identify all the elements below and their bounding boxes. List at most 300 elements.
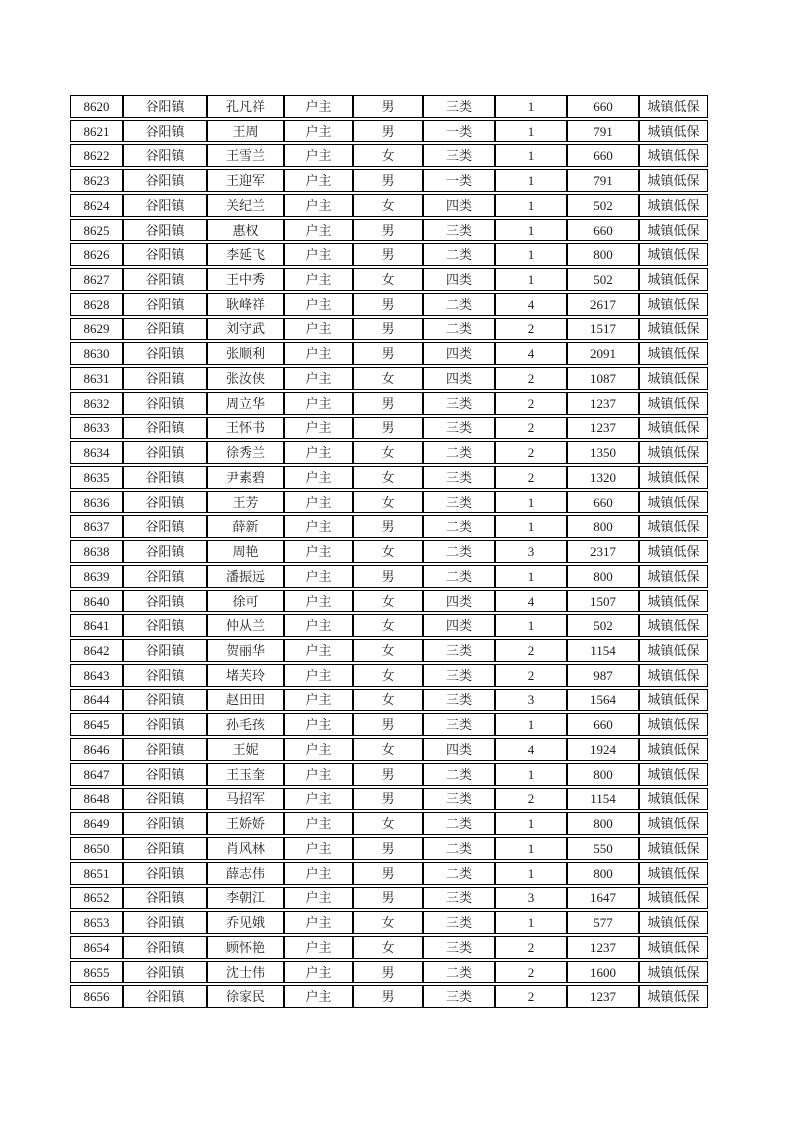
cell-category: 三类 xyxy=(423,491,495,514)
cell-name: 刘守武 xyxy=(207,318,284,341)
cell-relation: 户主 xyxy=(284,961,353,984)
cell-person-count: 1 xyxy=(495,837,567,860)
cell-record-id: 8623 xyxy=(70,169,123,192)
cell-category: 二类 xyxy=(423,293,495,316)
cell-gender: 女 xyxy=(353,441,423,464)
table-row xyxy=(70,689,708,712)
cell-relation: 户主 xyxy=(284,342,353,365)
cell-amount: 2617 xyxy=(567,293,639,316)
cell-gender: 女 xyxy=(353,936,423,959)
cell-benefit-type: 城镇低保 xyxy=(639,318,708,341)
cell-amount: 660 xyxy=(567,491,639,514)
cell-record-id: 8637 xyxy=(70,515,123,538)
cell-person-count: 1 xyxy=(495,95,567,118)
cell-category: 二类 xyxy=(423,837,495,860)
cell-gender: 女 xyxy=(353,144,423,167)
cell-name: 李延飞 xyxy=(207,243,284,266)
cell-person-count: 2 xyxy=(495,936,567,959)
cell-amount: 1350 xyxy=(567,441,639,464)
cell-relation: 户主 xyxy=(284,293,353,316)
cell-relation: 户主 xyxy=(284,268,353,291)
cell-amount: 800 xyxy=(567,243,639,266)
cell-benefit-type: 城镇低保 xyxy=(639,961,708,984)
cell-name: 赵田田 xyxy=(207,689,284,712)
cell-person-count: 1 xyxy=(495,120,567,143)
cell-person-count: 1 xyxy=(495,713,567,736)
benefits-table xyxy=(70,95,708,1008)
cell-person-count: 2 xyxy=(495,318,567,341)
cell-record-id: 8621 xyxy=(70,120,123,143)
cell-benefit-type: 城镇低保 xyxy=(639,713,708,736)
cell-relation: 户主 xyxy=(284,590,353,613)
cell-person-count: 1 xyxy=(495,243,567,266)
cell-benefit-type: 城镇低保 xyxy=(639,936,708,959)
cell-person-count: 2 xyxy=(495,367,567,390)
cell-town: 谷阳镇 xyxy=(123,713,207,736)
cell-gender: 女 xyxy=(353,540,423,563)
cell-relation: 户主 xyxy=(284,565,353,588)
cell-name: 徐家民 xyxy=(207,985,284,1008)
cell-relation: 户主 xyxy=(284,194,353,217)
cell-record-id: 8647 xyxy=(70,763,123,786)
cell-person-count: 1 xyxy=(495,812,567,835)
cell-person-count: 1 xyxy=(495,763,567,786)
cell-record-id: 8636 xyxy=(70,491,123,514)
cell-category: 四类 xyxy=(423,738,495,761)
cell-relation: 户主 xyxy=(284,491,353,514)
cell-benefit-type: 城镇低保 xyxy=(639,491,708,514)
table-row xyxy=(70,219,708,242)
cell-record-id: 8632 xyxy=(70,392,123,415)
cell-amount: 1154 xyxy=(567,639,639,662)
cell-amount: 502 xyxy=(567,614,639,637)
table-row xyxy=(70,120,708,143)
cell-gender: 男 xyxy=(353,985,423,1008)
cell-relation: 户主 xyxy=(284,837,353,860)
table-row xyxy=(70,664,708,687)
cell-name: 李朝江 xyxy=(207,887,284,910)
cell-amount: 1087 xyxy=(567,367,639,390)
cell-name: 王娇娇 xyxy=(207,812,284,835)
cell-amount: 800 xyxy=(567,763,639,786)
table-row xyxy=(70,144,708,167)
cell-town: 谷阳镇 xyxy=(123,639,207,662)
cell-town: 谷阳镇 xyxy=(123,887,207,910)
cell-town: 谷阳镇 xyxy=(123,491,207,514)
cell-amount: 1237 xyxy=(567,392,639,415)
cell-gender: 男 xyxy=(353,713,423,736)
cell-gender: 男 xyxy=(353,515,423,538)
cell-town: 谷阳镇 xyxy=(123,268,207,291)
cell-person-count: 1 xyxy=(495,911,567,934)
cell-benefit-type: 城镇低保 xyxy=(639,689,708,712)
cell-amount: 660 xyxy=(567,144,639,167)
cell-amount: 502 xyxy=(567,268,639,291)
cell-relation: 户主 xyxy=(284,144,353,167)
cell-name: 张汝侠 xyxy=(207,367,284,390)
cell-name: 薛志伟 xyxy=(207,862,284,885)
cell-gender: 女 xyxy=(353,639,423,662)
cell-category: 三类 xyxy=(423,95,495,118)
cell-record-id: 8628 xyxy=(70,293,123,316)
cell-record-id: 8642 xyxy=(70,639,123,662)
cell-gender: 男 xyxy=(353,788,423,811)
cell-record-id: 8627 xyxy=(70,268,123,291)
table-row xyxy=(70,936,708,959)
cell-name: 薛新 xyxy=(207,515,284,538)
cell-relation: 户主 xyxy=(284,540,353,563)
cell-person-count: 2 xyxy=(495,664,567,687)
cell-name: 孙毛孩 xyxy=(207,713,284,736)
cell-benefit-type: 城镇低保 xyxy=(639,120,708,143)
cell-category: 三类 xyxy=(423,713,495,736)
cell-person-count: 1 xyxy=(495,169,567,192)
cell-town: 谷阳镇 xyxy=(123,243,207,266)
cell-name: 王中秀 xyxy=(207,268,284,291)
cell-gender: 男 xyxy=(353,219,423,242)
cell-relation: 户主 xyxy=(284,862,353,885)
table-row xyxy=(70,837,708,860)
cell-amount: 1647 xyxy=(567,887,639,910)
cell-benefit-type: 城镇低保 xyxy=(639,515,708,538)
cell-name: 张顺利 xyxy=(207,342,284,365)
cell-name: 王怀书 xyxy=(207,417,284,440)
cell-benefit-type: 城镇低保 xyxy=(639,788,708,811)
cell-relation: 户主 xyxy=(284,738,353,761)
table-row xyxy=(70,961,708,984)
cell-town: 谷阳镇 xyxy=(123,664,207,687)
cell-category: 三类 xyxy=(423,689,495,712)
cell-category: 四类 xyxy=(423,614,495,637)
cell-category: 三类 xyxy=(423,788,495,811)
cell-category: 四类 xyxy=(423,590,495,613)
cell-person-count: 3 xyxy=(495,689,567,712)
cell-town: 谷阳镇 xyxy=(123,540,207,563)
table-row xyxy=(70,639,708,662)
cell-record-id: 8655 xyxy=(70,961,123,984)
cell-relation: 户主 xyxy=(284,243,353,266)
cell-amount: 1600 xyxy=(567,961,639,984)
table-row xyxy=(70,318,708,341)
cell-category: 二类 xyxy=(423,318,495,341)
cell-relation: 户主 xyxy=(284,639,353,662)
cell-gender: 男 xyxy=(353,961,423,984)
cell-benefit-type: 城镇低保 xyxy=(639,219,708,242)
cell-gender: 男 xyxy=(353,243,423,266)
cell-amount: 2091 xyxy=(567,342,639,365)
cell-town: 谷阳镇 xyxy=(123,590,207,613)
cell-amount: 791 xyxy=(567,169,639,192)
cell-benefit-type: 城镇低保 xyxy=(639,169,708,192)
cell-gender: 男 xyxy=(353,169,423,192)
cell-gender: 男 xyxy=(353,392,423,415)
cell-benefit-type: 城镇低保 xyxy=(639,862,708,885)
cell-gender: 女 xyxy=(353,367,423,390)
cell-person-count: 2 xyxy=(495,961,567,984)
cell-record-id: 8622 xyxy=(70,144,123,167)
cell-record-id: 8638 xyxy=(70,540,123,563)
cell-person-count: 2 xyxy=(495,985,567,1008)
cell-town: 谷阳镇 xyxy=(123,911,207,934)
cell-person-count: 1 xyxy=(495,268,567,291)
table-row xyxy=(70,268,708,291)
cell-person-count: 2 xyxy=(495,441,567,464)
cell-category: 三类 xyxy=(423,144,495,167)
cell-gender: 女 xyxy=(353,491,423,514)
cell-name: 周立华 xyxy=(207,392,284,415)
cell-benefit-type: 城镇低保 xyxy=(639,639,708,662)
cell-gender: 女 xyxy=(353,194,423,217)
cell-town: 谷阳镇 xyxy=(123,466,207,489)
cell-record-id: 8654 xyxy=(70,936,123,959)
cell-category: 三类 xyxy=(423,911,495,934)
cell-relation: 户主 xyxy=(284,763,353,786)
cell-relation: 户主 xyxy=(284,466,353,489)
table-row xyxy=(70,887,708,910)
cell-amount: 1507 xyxy=(567,590,639,613)
table-row xyxy=(70,590,708,613)
cell-name: 徐可 xyxy=(207,590,284,613)
cell-benefit-type: 城镇低保 xyxy=(639,540,708,563)
table-row xyxy=(70,293,708,316)
cell-category: 二类 xyxy=(423,862,495,885)
cell-person-count: 1 xyxy=(495,614,567,637)
cell-name: 堵芙玲 xyxy=(207,664,284,687)
table-row xyxy=(70,862,708,885)
table-row xyxy=(70,367,708,390)
cell-town: 谷阳镇 xyxy=(123,441,207,464)
table-row xyxy=(70,194,708,217)
cell-gender: 男 xyxy=(353,342,423,365)
cell-gender: 女 xyxy=(353,664,423,687)
cell-benefit-type: 城镇低保 xyxy=(639,342,708,365)
cell-amount: 550 xyxy=(567,837,639,860)
cell-record-id: 8620 xyxy=(70,95,123,118)
cell-category: 二类 xyxy=(423,763,495,786)
cell-town: 谷阳镇 xyxy=(123,219,207,242)
cell-name: 王雪兰 xyxy=(207,144,284,167)
cell-benefit-type: 城镇低保 xyxy=(639,763,708,786)
table-row xyxy=(70,713,708,736)
cell-amount: 1237 xyxy=(567,985,639,1008)
cell-person-count: 4 xyxy=(495,738,567,761)
cell-amount: 791 xyxy=(567,120,639,143)
cell-benefit-type: 城镇低保 xyxy=(639,614,708,637)
cell-amount: 2317 xyxy=(567,540,639,563)
cell-category: 二类 xyxy=(423,515,495,538)
cell-relation: 户主 xyxy=(284,887,353,910)
cell-person-count: 1 xyxy=(495,515,567,538)
cell-record-id: 8640 xyxy=(70,590,123,613)
cell-benefit-type: 城镇低保 xyxy=(639,417,708,440)
cell-benefit-type: 城镇低保 xyxy=(639,95,708,118)
cell-name: 王妮 xyxy=(207,738,284,761)
cell-person-count: 1 xyxy=(495,491,567,514)
cell-benefit-type: 城镇低保 xyxy=(639,837,708,860)
cell-amount: 1237 xyxy=(567,936,639,959)
cell-category: 四类 xyxy=(423,194,495,217)
cell-town: 谷阳镇 xyxy=(123,144,207,167)
cell-town: 谷阳镇 xyxy=(123,169,207,192)
cell-relation: 户主 xyxy=(284,689,353,712)
table-row xyxy=(70,417,708,440)
cell-name: 潘振远 xyxy=(207,565,284,588)
cell-town: 谷阳镇 xyxy=(123,565,207,588)
cell-amount: 800 xyxy=(567,862,639,885)
cell-relation: 户主 xyxy=(284,95,353,118)
cell-person-count: 1 xyxy=(495,144,567,167)
cell-amount: 660 xyxy=(567,95,639,118)
cell-record-id: 8630 xyxy=(70,342,123,365)
cell-relation: 户主 xyxy=(284,614,353,637)
cell-town: 谷阳镇 xyxy=(123,417,207,440)
cell-name: 关纪兰 xyxy=(207,194,284,217)
cell-town: 谷阳镇 xyxy=(123,936,207,959)
cell-relation: 户主 xyxy=(284,664,353,687)
cell-benefit-type: 城镇低保 xyxy=(639,367,708,390)
table-row xyxy=(70,169,708,192)
cell-name: 王迎军 xyxy=(207,169,284,192)
cell-gender: 女 xyxy=(353,689,423,712)
cell-category: 四类 xyxy=(423,342,495,365)
cell-name: 徐秀兰 xyxy=(207,441,284,464)
cell-amount: 800 xyxy=(567,515,639,538)
cell-benefit-type: 城镇低保 xyxy=(639,268,708,291)
cell-name: 孔凡祥 xyxy=(207,95,284,118)
cell-town: 谷阳镇 xyxy=(123,614,207,637)
cell-amount: 1237 xyxy=(567,417,639,440)
cell-relation: 户主 xyxy=(284,936,353,959)
cell-record-id: 8648 xyxy=(70,788,123,811)
cell-record-id: 8639 xyxy=(70,565,123,588)
cell-name: 周艳 xyxy=(207,540,284,563)
cell-person-count: 1 xyxy=(495,194,567,217)
cell-record-id: 8633 xyxy=(70,417,123,440)
cell-relation: 户主 xyxy=(284,515,353,538)
cell-amount: 800 xyxy=(567,812,639,835)
cell-benefit-type: 城镇低保 xyxy=(639,985,708,1008)
table-row xyxy=(70,812,708,835)
cell-record-id: 8629 xyxy=(70,318,123,341)
cell-category: 三类 xyxy=(423,417,495,440)
cell-benefit-type: 城镇低保 xyxy=(639,590,708,613)
cell-category: 三类 xyxy=(423,936,495,959)
cell-record-id: 8631 xyxy=(70,367,123,390)
cell-person-count: 1 xyxy=(495,219,567,242)
cell-relation: 户主 xyxy=(284,367,353,390)
cell-name: 贺丽华 xyxy=(207,639,284,662)
cell-category: 二类 xyxy=(423,441,495,464)
cell-record-id: 8652 xyxy=(70,887,123,910)
cell-name: 乔见娥 xyxy=(207,911,284,934)
cell-record-id: 8650 xyxy=(70,837,123,860)
cell-category: 二类 xyxy=(423,540,495,563)
cell-amount: 660 xyxy=(567,713,639,736)
cell-person-count: 4 xyxy=(495,342,567,365)
cell-record-id: 8645 xyxy=(70,713,123,736)
table-row xyxy=(70,515,708,538)
table-row xyxy=(70,738,708,761)
cell-gender: 男 xyxy=(353,837,423,860)
cell-record-id: 8634 xyxy=(70,441,123,464)
cell-benefit-type: 城镇低保 xyxy=(639,194,708,217)
cell-gender: 男 xyxy=(353,318,423,341)
cell-name: 顾怀艳 xyxy=(207,936,284,959)
cell-amount: 1924 xyxy=(567,738,639,761)
cell-benefit-type: 城镇低保 xyxy=(639,466,708,489)
cell-relation: 户主 xyxy=(284,713,353,736)
cell-record-id: 8649 xyxy=(70,812,123,835)
cell-town: 谷阳镇 xyxy=(123,788,207,811)
cell-town: 谷阳镇 xyxy=(123,367,207,390)
cell-town: 谷阳镇 xyxy=(123,763,207,786)
cell-gender: 男 xyxy=(353,120,423,143)
cell-benefit-type: 城镇低保 xyxy=(639,738,708,761)
cell-amount: 800 xyxy=(567,565,639,588)
cell-relation: 户主 xyxy=(284,788,353,811)
cell-record-id: 8626 xyxy=(70,243,123,266)
table-row xyxy=(70,614,708,637)
cell-name: 尹素碧 xyxy=(207,466,284,489)
cell-town: 谷阳镇 xyxy=(123,318,207,341)
cell-category: 二类 xyxy=(423,961,495,984)
cell-town: 谷阳镇 xyxy=(123,862,207,885)
cell-town: 谷阳镇 xyxy=(123,689,207,712)
cell-category: 三类 xyxy=(423,985,495,1008)
cell-record-id: 8653 xyxy=(70,911,123,934)
cell-person-count: 2 xyxy=(495,639,567,662)
cell-relation: 户主 xyxy=(284,911,353,934)
table-row xyxy=(70,911,708,934)
cell-amount: 502 xyxy=(567,194,639,217)
cell-amount: 1320 xyxy=(567,466,639,489)
table-row xyxy=(70,441,708,464)
cell-category: 四类 xyxy=(423,268,495,291)
table-row xyxy=(70,491,708,514)
cell-town: 谷阳镇 xyxy=(123,342,207,365)
table-row xyxy=(70,466,708,489)
cell-relation: 户主 xyxy=(284,169,353,192)
cell-record-id: 8635 xyxy=(70,466,123,489)
cell-person-count: 2 xyxy=(495,392,567,415)
cell-person-count: 4 xyxy=(495,590,567,613)
cell-person-count: 1 xyxy=(495,565,567,588)
cell-amount: 1564 xyxy=(567,689,639,712)
cell-person-count: 2 xyxy=(495,466,567,489)
cell-gender: 女 xyxy=(353,738,423,761)
cell-record-id: 8641 xyxy=(70,614,123,637)
cell-town: 谷阳镇 xyxy=(123,837,207,860)
cell-person-count: 2 xyxy=(495,417,567,440)
cell-relation: 户主 xyxy=(284,812,353,835)
cell-town: 谷阳镇 xyxy=(123,392,207,415)
cell-person-count: 1 xyxy=(495,862,567,885)
cell-town: 谷阳镇 xyxy=(123,985,207,1008)
cell-gender: 男 xyxy=(353,293,423,316)
cell-relation: 户主 xyxy=(284,120,353,143)
cell-record-id: 8624 xyxy=(70,194,123,217)
cell-relation: 户主 xyxy=(284,318,353,341)
cell-benefit-type: 城镇低保 xyxy=(639,812,708,835)
cell-name: 惠权 xyxy=(207,219,284,242)
cell-record-id: 8651 xyxy=(70,862,123,885)
table-row xyxy=(70,342,708,365)
cell-name: 沈士伟 xyxy=(207,961,284,984)
cell-gender: 男 xyxy=(353,565,423,588)
cell-gender: 女 xyxy=(353,268,423,291)
cell-town: 谷阳镇 xyxy=(123,120,207,143)
cell-category: 二类 xyxy=(423,812,495,835)
